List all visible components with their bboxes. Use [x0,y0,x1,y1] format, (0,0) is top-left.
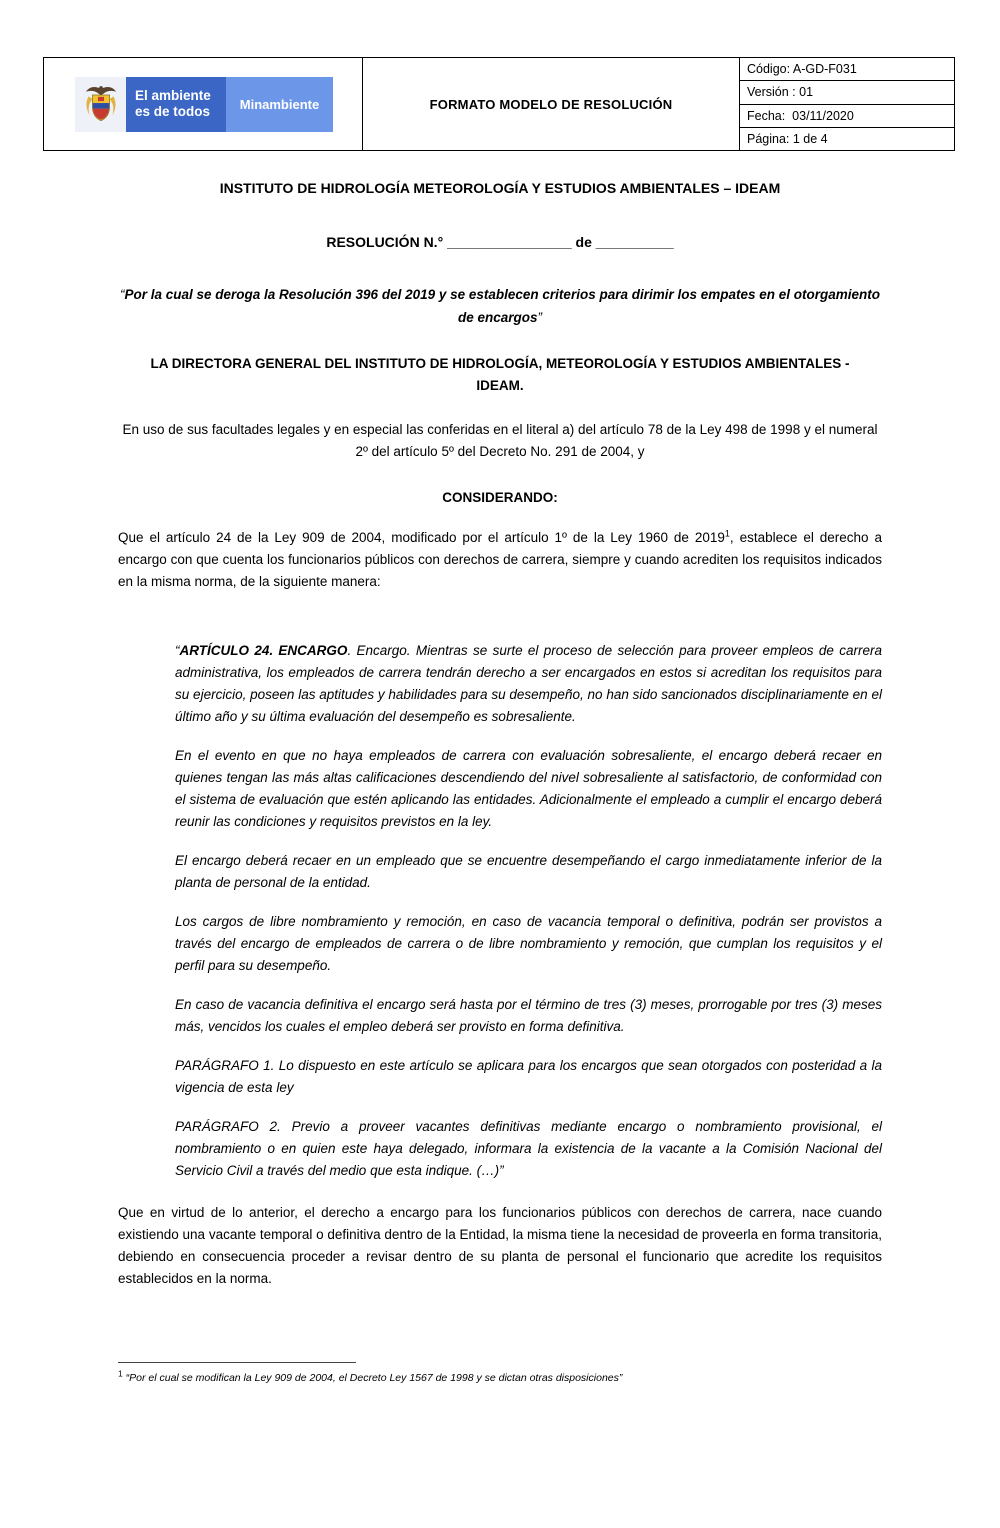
articulo-24-text: . Encargo. Mientras se surte el proceso de selección para proveer empleos de carrera administrativa, los empleados de carrera tendrán derecho a ser encargados en estos si acreditan los requisitos para su ejercicio, poseen las aptitudes y habilidades para su desempeño, no han sido sancionados disciplinariamente en el último año y su última evaluación del desempeño es sobresaliente. [175,643,882,724]
colombia-coat-of-arms-icon [82,81,120,127]
quote-paragraph-3: El encargo deberá recaer en un empleado que se encuentre desempeñando el cargo inmediatamente inferior de la planta de personal de la entidad. [175,853,882,890]
resolution-year-blank: __________ [595,234,674,250]
info-row-codigo: Código: A-GD-F031 [740,58,954,81]
document-content [118,177,882,1290]
footnote-1-marker: 1 [118,1368,123,1379]
form-title: FORMATO MODELO DE RESOLUCIÓN [429,96,673,112]
info-row-pagina: Página: 1 de 4 [747,131,828,146]
footnote-reference-1: 1 [724,528,730,539]
considering-heading: CONSIDERANDO: [442,490,558,505]
footnote-1-text: “Por el cual se modifican la Ley 909 de 2004, el Decreto Ley 1567 de 1998 y se dictan otras disposiciones” [122,1372,623,1384]
resolution-de: de [575,234,592,250]
form-title-cell [362,58,740,150]
logo-cell [44,58,362,150]
info-cell [740,58,954,150]
subject-close-quote: ” [537,310,543,325]
logo-ministry [226,77,333,132]
subject-text: Por la cual se deroga la Resolución 396 del 2019 y se establecen criterios para dirimir los empates en el otorgamiento de encargos [124,287,881,325]
footnote-area [118,1362,882,1386]
recital-1-text: Que el artículo 24 de la Ley 909 de 2004, modificado por el artículo 1º de la Ley 1960 de 2019 [118,530,725,545]
resolution-label: RESOLUCIÓN N.° [326,234,444,250]
recital-paragraph-2: Que en virtud de lo anterior, el derecho a encargo para los funcionarios públicos con derechos de carrera, nace cuando existiendo una vacante temporal o definitiva dentro de la Entidad, la misma tiene la necesidad de proveerla en forma transitoria, debiendo en consecuencia proceder a revisar dentro de su planta de personal el funcionario que acredite los requisitos establecidos en la norma. [118,1205,882,1286]
resolution-number-blank: ________________ [447,234,572,250]
header-table [43,57,955,151]
faculties-paragraph: En uso de sus facultades legales y en especial las conferidas en el literal a) del artículo 78 de la Ley 498 de 1998 y el numeral 2º del artículo 5º del Decreto No. 291 de 2004, y [122,422,878,459]
quote-paragraph-4: Los cargos de libre nombramiento y remoción, en caso de vacancia temporal o definitiva, podrán ser provistos a través del encargo de empleados de carrera o de libre nombramiento y remoción, que cumplan los requisitos y el perfil para su desempeño. [175,914,882,973]
logo-tagline [126,77,226,132]
subject-quote [118,283,882,329]
footnote-1 [118,1368,882,1386]
logo-ministry-label: Minambiente [239,96,320,112]
minambiente-logo [75,77,333,132]
resolution-number-line [118,231,882,253]
info-row-fecha: Fecha: 03/11/2020 [740,105,954,128]
quote-paragraph-articulo-24 [175,640,882,728]
articulo-24-heading: ARTÍCULO 24. ENCARGO [179,643,348,658]
recital-paragraph-1 [118,527,882,593]
subject-open-quote: “ [119,287,125,302]
authority-title: LA DIRECTORA GENERAL DEL INSTITUTO DE HIDROLOGÍA, METEOROLOGÍA Y ESTUDIOS AMBIENTALES - IDEAM. [150,356,850,393]
logo-tagline-line1: El ambiente [135,88,211,103]
quote-paragraph-paragrafo-2: PARÁGRAFO 2. Previo a proveer vacantes definitivas mediante encargo o nombramiento provisional, el nombramiento o en quien este haya delegado, informara la existencia de la vacante a la Comisión Nacional del Servicio Civil a través del medio que esta indique. (…)” [175,1119,882,1178]
crest-segment [75,77,126,132]
footnote-separator-rule [118,1362,356,1363]
article-quote-block [118,640,882,1182]
logo-tagline-line2: es de todos [135,104,211,119]
quote-open-mark: “ [175,643,180,658]
quote-paragraph-paragrafo-1: PARÁGRAFO 1. Lo dispuesto en este artículo se aplicara para los encargos que sean otorgados con posteridad a la vigencia de esta ley [175,1058,882,1095]
info-row-version: Versión : 01 [740,81,954,104]
quote-paragraph-5: En caso de vacancia definitiva el encargo será hasta por el término de tres (3) meses, prorrogable por tres (3) meses más, vencidos los cuales el empleo deberá ser provisto en forma definitiva. [175,997,882,1034]
quote-paragraph-2: En el evento en que no haya empleados de carrera con evaluación sobresaliente, el encargo deberá recaer en quienes tengan las más altas calificaciones descendiendo del nivel sobresaliente al satisfactorio, de conformidad con el sistema de evaluación que estén aplicando las entidades. Adicionalmente el empleado a cumplir el encargo deberá reunir las condiciones y requisitos previstos en la ley. [175,748,882,829]
institute-title: INSTITUTO DE HIDROLOGÍA METEOROLOGÍA Y ESTUDIOS AMBIENTALES – IDEAM [219,180,781,196]
recital-1-text-after: , establece el derecho a encargo con que cuenta los funcionarios públicos con derechos de carrera, siempre y cuando acrediten los requisitos indicados en la misma norma, de la siguiente manera: [118,530,882,589]
